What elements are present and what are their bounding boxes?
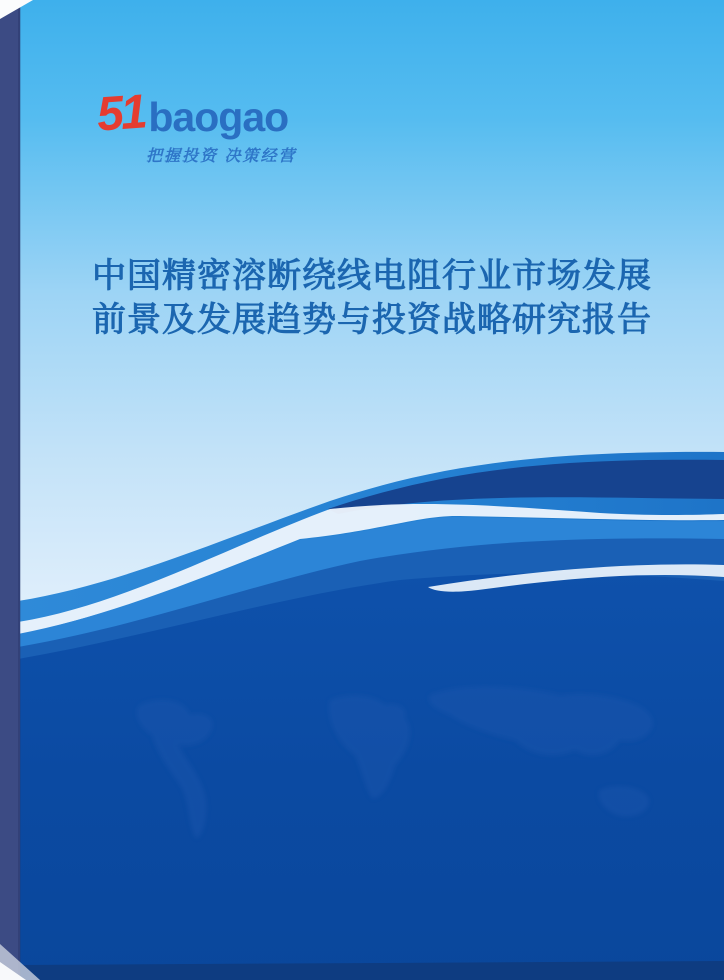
book-spine [0, 0, 20, 980]
logo [95, 85, 297, 166]
report-title [20, 254, 724, 342]
logo-tagline: 把握投资 决策经营 [146, 148, 297, 165]
report-title-line-2: 前景及发展趋势与投资战略研究报告 [92, 301, 652, 339]
logo-wordmark: baogao [148, 94, 289, 140]
spine-edge-shadow [18, 0, 21, 980]
logo-wordmark-row [95, 85, 296, 142]
report-title-line-1: 中国精密溶断绕线电阻行业市场发展 [92, 257, 652, 295]
logo-51-mark: 51 [95, 85, 147, 142]
